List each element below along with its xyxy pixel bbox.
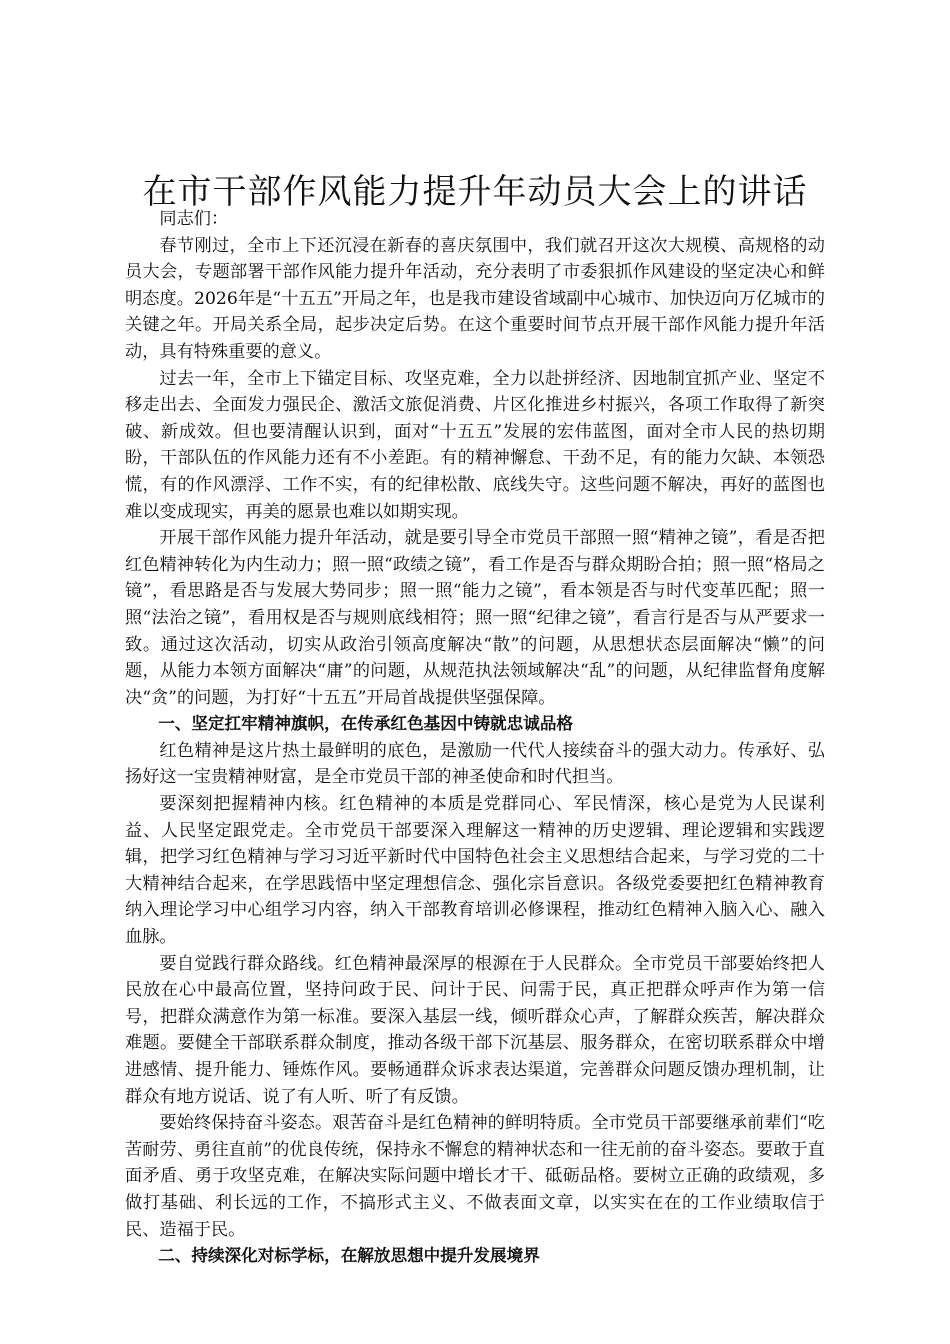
document-title: 在市干部作风能力提升年动员大会上的讲话: [142, 172, 808, 212]
paragraph: 开展干部作风能力提升年活动，就是要引导全市党员干部照一照“精神之镜”，看是否把红色精神转化为内生动力；照一照“政绩之镜”，看工作是否与群众期盼合拍；照一照“格局之镜”，看思路是否与发展大势同步；照一照“能力之镜”，看本领是否与时代变革匹配；照一照“法治之镜”，看用权是否与规则底线相符；照一照“纪律之镜”，看言行是否与从严要求一致。通过这次活动，切实从政治引领高度解决“散”的问题，从思想状态层面解决“懒”的问题，从能力本领方面解决“庸”的问题，从规范执法领域解决“乱”的问题，从纪律监督角度解决“贪”的问题，为打好“十五五”开局首战提供坚强保障。: [125, 528, 825, 708]
paragraph: 要自觉践行群众路线。红色精神最深厚的根源在于人民群众。全市党员干部要始终把人民放在心中最高位置，坚持问政于民、问计于民、问需于民，真正把群众呼声作为第一信号，把群众满意作为第一标准。要深入基层一线，倾听群众心声，了解群众疾苦，解决群众难题。要健全干部联系群众制度，推动各级干部下沉基层、服务群众，在密切联系群众中增进感情、提升能力、锤炼作风。要畅通群众诉求表达渠道，完善群众问题反馈办理机制，让群众有地方说话、说了有人听、听了有反馈。: [125, 953, 825, 1107]
section-heading-1: 一、坚定扛牢精神旗帜，在传承红色基因中铸就忠诚品格: [158, 714, 574, 734]
section-heading-2: 二、持续深化对标学标，在解放思想中提升发展境界: [158, 1246, 540, 1266]
document-body: [125, 206, 825, 1270]
paragraph: 红色精神是这片热土最鲜明的底色，是激励一代代人接续奋斗的强大动力。传承好、弘扬好这一宝贵精神财富，是全市党员干部的神圣使命和时代担当。: [125, 740, 825, 788]
paragraph: 过去一年，全市上下锚定目标、攻坚克难，全力以赴拼经济、因地制宜抓产业、坚定不移走出去、全面发力强民企、激活文旅促消费、片区化推进乡村振兴，各项工作取得了新突破、新成效。但也要清醒认识到，面对“十五五”发展的宏伟蓝图，面对全市人民的热切期盼，干部队伍的作风能力还有不小差距。有的精神懈怠、干劲不足，有的能力欠缺、本领恐慌，有的作风漂浮、工作不实，有的纪律松散、底线失守。这些问题不解决，再好的蓝图也难以变成现实，再美的愿景也难以如期实现。: [125, 368, 825, 522]
salutation: 同志们：: [159, 209, 229, 229]
paragraph: 要始终保持奋斗姿态。艰苦奋斗是红色精神的鲜明特质。全市党员干部要继承前辈们“吃苦耐劳、勇往直前”的优良传统，保持永不懈怠的精神状态和一往无前的奋斗姿态。要敢于直面矛盾、勇于攻坚克难，在解决实际问题中增长才干、砥砺品格。要树立正确的政绩观，多做打基础、利长远的工作，不搞形式主义、不做表面文章，以实实在在的工作业绩取信于民、造福于民。: [125, 1113, 825, 1240]
paragraph: 春节刚过，全市上下还沉浸在新春的喜庆氛围中，我们就召开这次大规模、高规格的动员大会，专题部署干部作风能力提升年活动，充分表明了市委狠抓作风建设的坚定决心和鲜明态度。2026年是“十五五”开局之年，也是我市建设省域副中心城市、加快迈向万亿城市的关键之年。开局关系全局，起步决定后势。在这个重要时间节点开展干部作风能力提升年活动，具有特殊重要的意义。: [125, 235, 825, 362]
paragraph: 要深刻把握精神内核。红色精神的本质是党群同心、军民情深，核心是党为人民谋利益、人民坚定跟党走。全市党员干部要深入理解这一精神的历史逻辑、理论逻辑和实践逻辑，把学习红色精神与学习习近平新时代中国特色社会主义思想结合起来，与学习党的二十大精神结合起来，在学思践悟中坚定理想信念、强化宗旨意识。各级党委要把红色精神教育纳入理论学习中心组学习内容，纳入干部教育培训必修课程，推动红色精神入脑入心、融入血脉。: [125, 794, 825, 948]
